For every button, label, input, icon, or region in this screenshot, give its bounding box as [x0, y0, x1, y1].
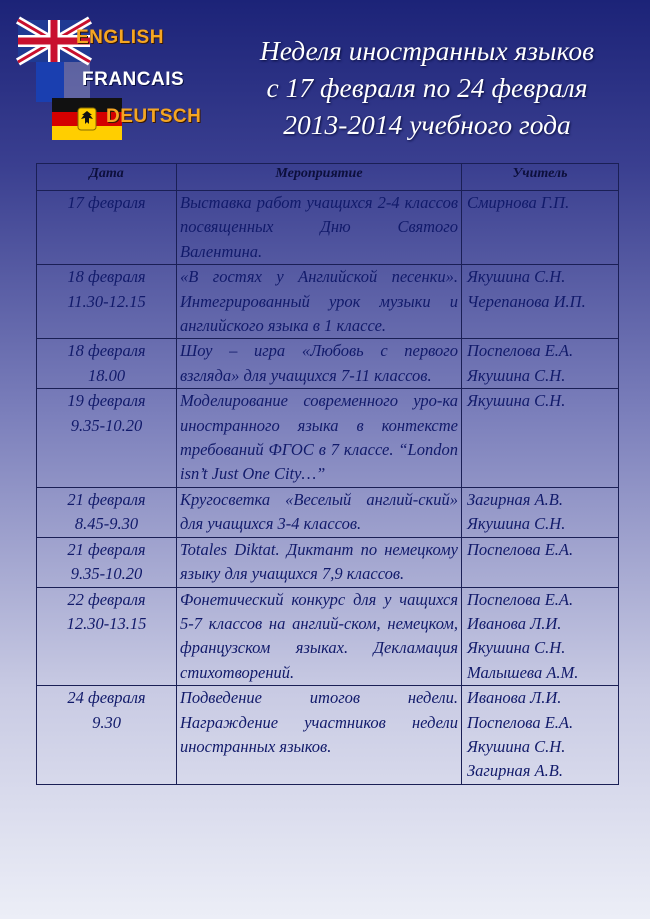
header-date: Дата — [37, 164, 177, 191]
date-cell — [37, 537, 177, 587]
date-day: 18 февраля — [67, 267, 146, 287]
teacher-name: Иванова Л.И. — [467, 613, 562, 633]
date-cell — [37, 265, 177, 339]
date-cell — [37, 686, 177, 785]
event-cell: Кругосветка «Веселый англий-ский» для учащихся 3-4 классов. — [177, 487, 462, 537]
teacher-name: Загирная А.В. — [467, 489, 563, 509]
event-cell: Выставка работ учащихся 2-4 классов посвященных Дню Святого Валентина. — [177, 191, 462, 265]
table-row — [37, 265, 619, 339]
title-line-2: с 17 февраля по 24 февраля — [266, 72, 588, 103]
title-line-1: Неделя иностранных языков — [259, 35, 595, 66]
teacher-name: Якушина С.Н. — [467, 736, 566, 756]
table-row — [37, 389, 619, 488]
teacher-name: Якушина С.Н. — [467, 391, 566, 411]
teacher-name: Поспелова Е.А. — [467, 341, 574, 361]
teacher-cell — [462, 686, 619, 785]
date-cell — [37, 191, 177, 265]
teacher-name: Загирная А.В. — [467, 761, 563, 781]
schedule-table — [36, 163, 619, 785]
date-day: 24 февраля — [67, 688, 146, 708]
teacher-name: Поспелова Е.А. — [467, 712, 574, 732]
event-cell: Фонетический конкурс для у чащихся 5-7 классов на англий-ском, немецком, французском языках. Декламация стихотворений. — [177, 587, 462, 686]
date-time: 9.35-10.20 — [70, 564, 143, 584]
event-cell: «В гостях у Английской песенки». Интегрированный урок музыки и английского языка в 1 классе. — [177, 265, 462, 339]
date-day: 21 февраля — [67, 539, 146, 559]
table-row — [37, 537, 619, 587]
teacher-name: Поспелова Е.А. — [467, 589, 574, 609]
date-time: 18.00 — [87, 365, 126, 385]
date-time: 11.30-12.15 — [67, 291, 146, 311]
teacher-name: Якушина С.Н. — [467, 638, 566, 658]
date-time: 12.30-13.15 — [66, 613, 147, 633]
date-time: 8.45-9.30 — [74, 514, 139, 534]
teacher-cell — [462, 487, 619, 537]
date-time: 9.30 — [92, 712, 121, 732]
date-cell — [37, 587, 177, 686]
header-teacher: Учитель — [462, 164, 619, 191]
event-cell: Totales Diktat. Диктант по немецкому языку для учащихся 7,9 классов. — [177, 537, 462, 587]
teacher-cell — [462, 587, 619, 686]
francais-label: FRANCAIS — [82, 69, 185, 90]
teacher-name: Якушина С.Н. — [467, 267, 566, 287]
teacher-cell — [462, 389, 619, 488]
header-event: Мероприятие — [177, 164, 462, 191]
page-title — [228, 32, 626, 143]
title-line-3: 2013-2014 учебного года — [283, 109, 571, 140]
teacher-name: Поспелова Е.А. — [467, 539, 574, 559]
event-cell: Моделирование современного уро-ка иностранного языка в контексте требований ФГОС в 7 классе. “London isn’t Just One City…” — [177, 389, 462, 488]
table-row — [37, 587, 619, 686]
teacher-name: Смирнова Г.П. — [467, 193, 570, 212]
teacher-cell — [462, 339, 619, 389]
table-row — [37, 686, 619, 785]
date-day: 18 февраля — [67, 341, 146, 361]
teacher-name: Якушина С.Н. — [467, 514, 566, 534]
teacher-name: Малышева А.М. — [467, 662, 579, 682]
date-day: 22 февраля — [67, 589, 146, 609]
teacher-cell — [462, 191, 619, 265]
teacher-name: Черепанова И.П. — [467, 291, 586, 311]
date-cell — [37, 389, 177, 488]
table-row — [37, 191, 619, 265]
deutsch-label: DEUTSCH — [106, 106, 202, 127]
event-cell: Подведение итогов недели. Награждение участников недели иностранных языков. — [177, 686, 462, 785]
event-cell: Шоу – игра «Любовь с первого взгляда» для учащихся 7-11 классов. — [177, 339, 462, 389]
table-row — [37, 487, 619, 537]
date-day: 19 февраля — [67, 391, 146, 411]
table-header-row — [37, 164, 619, 191]
english-label: ENGLISH — [76, 27, 164, 48]
table-row — [37, 339, 619, 389]
teacher-name: Якушина С.Н. — [467, 365, 566, 385]
teacher-cell — [462, 265, 619, 339]
date-time: 9.35-10.20 — [70, 415, 143, 435]
teacher-cell — [462, 537, 619, 587]
date-cell — [37, 339, 177, 389]
teacher-name: Иванова Л.И. — [467, 688, 562, 708]
date-day: 21 февраля — [67, 489, 146, 509]
date-cell — [37, 487, 177, 537]
date-day: 17 февраля — [67, 193, 146, 212]
